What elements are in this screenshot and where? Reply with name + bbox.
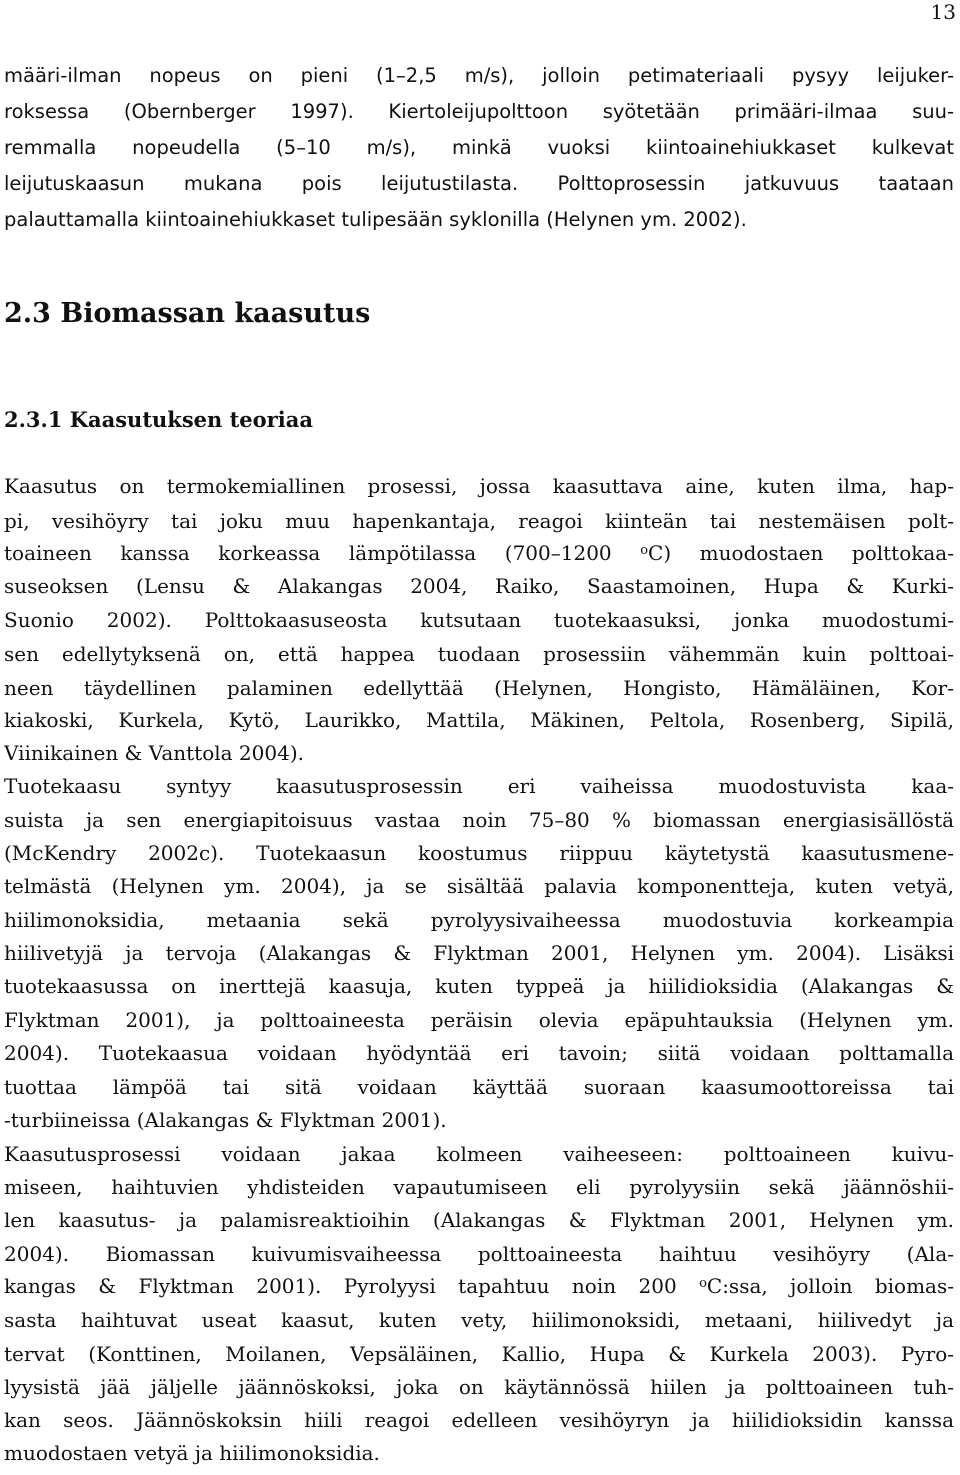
text-segment: toaineen kanssa korkeassa lämpötilassa (700–1200 — [4, 541, 641, 565]
text-line: roksessa (Obernberger 1997). Kiertoleijupolttoon syötetään primääri-ilmaa suu- — [4, 100, 954, 123]
text-line: 2004). Tuotekaasua voidaan hyödyntää eri tavoin; siitä voidaan polttamalla — [4, 1041, 954, 1065]
text-line-with-superscript — [4, 540, 954, 566]
text-line: tervat (Konttinen, Moilanen, Vepsäläinen, Kallio, Hupa & Kurkela 2003). Pyro- — [4, 1342, 954, 1366]
text-line: tuotekaasussa on inerttejä kaasuja, kuten typpeä ja hiilidioksidia (Alakangas & — [4, 974, 954, 998]
subsection-heading: 2.3.1 Kaasutuksen teoriaa — [4, 407, 313, 432]
text-line: sen edellytyksenä on, että happea tuodaan prosessiin vähemmän kuin polttoai- — [4, 642, 954, 666]
text-line: Tuotekaasu syntyy kaasutusprosessin eri vaiheissa muodostuvista kaa- — [4, 774, 954, 798]
text-line: Viinikainen & Vanttola 2004). — [4, 741, 304, 765]
text-line: kiakoski, Kurkela, Kytö, Laurikko, Mattila, Mäkinen, Peltola, Rosenberg, Sipilä, — [4, 708, 954, 732]
text-line: remmalla nopeudella (5–10 m/s), minkä vuoksi kiintoainehiukkaset kulkevat — [4, 136, 954, 159]
text-line: kan seos. Jäännöskoksin hiili reagoi edelleen vesihöyryn ja hiilidioksidin kanssa — [4, 1408, 954, 1432]
text-line: neen täydellinen palaminen edellyttää (Helynen, Hongisto, Hämäläinen, Kor- — [4, 676, 954, 700]
text-segment: C:ssa, jolloin biomas- — [706, 1274, 954, 1298]
degree-superscript: o — [699, 1276, 707, 1291]
text-line: suseoksen (Lensu & Alakangas 2004, Raiko, Saastamoinen, Hupa & Kurki- — [4, 574, 954, 598]
degree-superscript: o — [640, 543, 649, 558]
text-line: Suonio 2002). Polttokaasuseosta kutsutaan tuotekaasuksi, jonka muodostumi- — [4, 608, 954, 632]
text-segment: C) muodostaen polttokaa- — [648, 541, 954, 565]
text-line: 2004). Biomassan kuivumisvaiheessa polttoaineesta haihtuu vesihöyry (Ala- — [4, 1242, 954, 1266]
text-line: hiilimonoksidia, metaania sekä pyrolyysivaiheessa muodostuvia korkeampia — [4, 908, 954, 932]
text-line: määri-ilman nopeus on pieni (1–2,5 m/s), jolloin petimateriaali pysyy leijuker- — [4, 64, 954, 87]
page-number: 13 — [930, 0, 956, 24]
text-line: leijutuskaasun mukana pois leijutustilasta. Polttoprosessin jatkuvuus taataan — [4, 172, 954, 195]
text-line: suista ja sen energiapitoisuus vastaa noin 75–80 % biomassan energiasisällöstä — [4, 808, 954, 832]
text-line: tuottaa lämpöä tai sitä voidaan käyttää suoraan kaasumoottoreissa tai — [4, 1075, 954, 1099]
text-line: Kaasutusprosessi voidaan jakaa kolmeen vaiheeseen: polttoaineen kuivu- — [4, 1142, 954, 1166]
text-line: telmästä (Helynen ym. 2004), ja se sisältää palavia komponentteja, kuten vetyä, — [4, 874, 954, 898]
section-heading: 2.3 Biomassan kaasutus — [4, 298, 371, 329]
text-line: -turbiineissa (Alakangas & Flyktman 2001). — [4, 1108, 447, 1132]
text-line: Kaasutus on termokemiallinen prosessi, jossa kaasuttava aine, kuten ilma, hap- — [4, 474, 954, 498]
text-line: hiilivetyjä ja tervoja (Alakangas & Flyktman 2001, Helynen ym. 2004). Lisäksi — [4, 941, 954, 965]
text-line: sasta haihtuvat useat kaasut, kuten vety, hiilimonoksidi, metaani, hiilivedyt ja — [4, 1308, 954, 1332]
text-line: palauttamalla kiintoainehiukkaset tulipesään syklonilla (Helynen ym. 2002). — [4, 208, 747, 231]
text-line: (McKendry 2002c). Tuotekaasun koostumus riippuu käytetystä kaasutusmene- — [4, 841, 954, 865]
text-line: muodostaen vetyä ja hiilimonoksidia. — [4, 1441, 380, 1465]
text-line: Flyktman 2001), ja polttoaineesta peräisin olevia epäpuhtauksia (Helynen ym. — [4, 1008, 954, 1032]
text-line: pi, vesihöyry tai joku muu hapenkantaja, reagoi kiinteän tai nestemäisen polt- — [4, 509, 954, 533]
text-line: miseen, haihtuvien yhdisteiden vapautumiseen eli pyrolyysiin sekä jäännöshii- — [4, 1175, 954, 1199]
text-line: lyysistä jää jäljelle jäännöskoksi, joka on käytännössä hiilen ja polttoaineen tuh- — [4, 1375, 954, 1399]
text-segment: kangas & Flyktman 2001). Pyrolyysi tapahtuu noin 200 — [4, 1274, 700, 1298]
text-line-with-superscript — [4, 1273, 954, 1299]
text-line: len kaasutus- ja palamisreaktioihin (Alakangas & Flyktman 2001, Helynen ym. — [4, 1208, 954, 1232]
